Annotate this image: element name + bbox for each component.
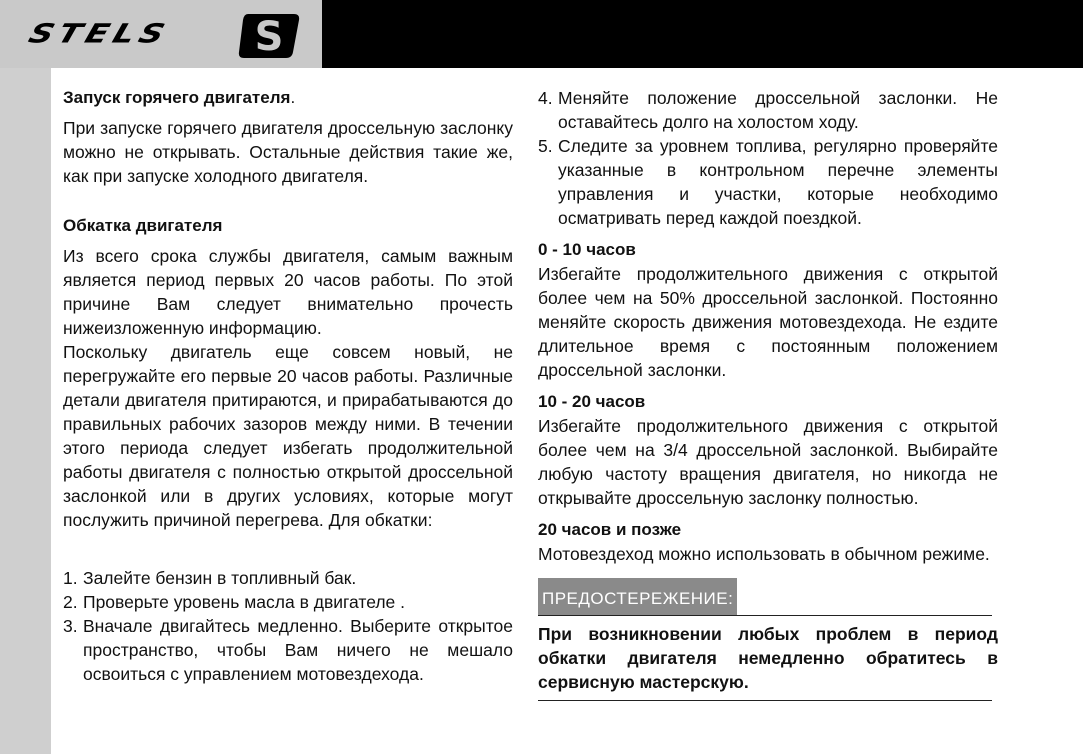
list-item: 4. Меняйте положение дроссельной заслонки. Не оставайтесь долго на холостом ходу. bbox=[538, 88, 998, 132]
warning-divider bbox=[538, 615, 992, 616]
break-in-paragraph-2: Поскольку двигатель еще совсем новый, не перегружайте его первые 20 часов работы. Различные детали двигателя притираются, и прирабатываются до правильных рабочих зазоров между ними. В течении этого периода следует избегать продолжительной работы двигателя с полностью открытой дроссельной заслонкой или в других условиях, которые могут послужить причиной перегрева. Для обкатки: bbox=[63, 342, 513, 530]
list-item: 1. Залейте бензин в топливный бак. bbox=[63, 568, 357, 588]
section-text-20-plus: Мотовездеход можно использовать в обычном режиме. bbox=[538, 544, 990, 564]
section-text-10-20: Избегайте продолжительного движения с открытой более чем на 3/4 дроссельной заслонкой. Выбирайте любую частоту вращения двигателя, но никогда не открывайте дроссельную заслонку полностью. bbox=[538, 416, 998, 508]
list-item: 5. Следите за уровнем топлива, регулярно проверяйте указанные в контрольном перечне элементы управления и участки, которые необходимо осматривать перед каждой поездкой. bbox=[538, 136, 998, 228]
brand-logo-area bbox=[0, 0, 322, 68]
break-in-heading: Обкатка двигателя bbox=[63, 216, 223, 235]
right-column bbox=[538, 86, 998, 701]
list-item: 2. Проверьте уровень масла в двигателе . bbox=[63, 592, 406, 612]
warning-bottom-divider bbox=[538, 700, 992, 701]
section-heading-20-plus: 20 часов и позже bbox=[538, 520, 682, 539]
section-heading-10-20: 10 - 20 часов bbox=[538, 392, 646, 411]
left-column bbox=[63, 86, 513, 686]
brand-badge-icon bbox=[238, 12, 301, 60]
warning-text: При возникновении любых проблем в период обкатки двигателя немедленно обратитесь в сервисную мастерскую. bbox=[538, 624, 998, 692]
hot-start-text: При запуске горячего двигателя дроссельную заслонку можно не открывать. Остальные действия такие же, как при запуске холодного двигателя. bbox=[63, 118, 513, 186]
break-in-paragraph-1: Из всего срока службы двигателя, самым важным является период первых 20 часов работы. По этой причине Вам следует внимательно прочесть нижеизложенную информацию. bbox=[63, 246, 513, 338]
badge-letter: S bbox=[254, 14, 284, 60]
page-header bbox=[0, 0, 1083, 68]
hot-start-heading: Запуск горячего двигателя. bbox=[63, 88, 296, 107]
warning-header bbox=[538, 578, 998, 618]
section-heading-0-10: 0 - 10 часов bbox=[538, 240, 636, 259]
left-margin-strip bbox=[0, 68, 51, 754]
warning-label: ПРЕДОСТЕРЕЖЕНИЕ: bbox=[538, 578, 737, 616]
list-item: 3. Вначале двигайтесь медленно. Выберите открытое пространство, чтобы Вам ничего не мешало освоиться с управлением мотовездехода. bbox=[63, 616, 513, 684]
brand-logo-text: STELS bbox=[24, 17, 174, 50]
section-text-0-10: Избегайте продолжительного движения с открытой более чем на 50% дроссельной заслонкой. Постоянно меняйте скорость движения мотовездехода. Не ездите длительное время с постоянным положением дроссельной заслонки. bbox=[538, 264, 998, 380]
